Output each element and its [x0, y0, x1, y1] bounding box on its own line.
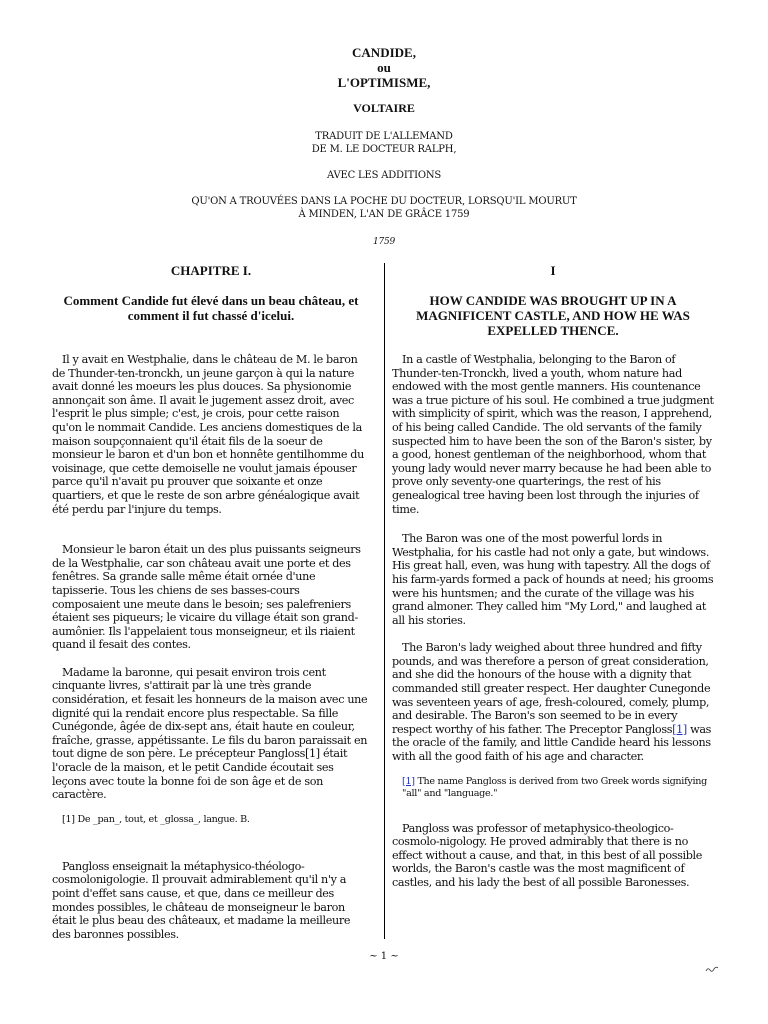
chapter-subtitle: Comment Candide fut élevé dans un beau château, et comment il fut chassé d'icelui.	[63, 293, 359, 323]
title-line: ou	[377, 60, 391, 75]
footnote-backlink[interactable]: [1]	[402, 775, 415, 787]
footnote: [1] De _pan_, tout, et _glossa_, langue. B.	[62, 813, 250, 825]
additions-note: AVEC LES ADDITIONS	[326, 170, 442, 181]
scan-mark-icon	[705, 965, 719, 975]
french-column	[52, 263, 370, 941]
page-number: ~ 1 ~	[369, 951, 399, 962]
title-line: CANDIDE,	[352, 45, 416, 60]
found-line: À MINDEN, L'AN DE GRÂCE 1759	[298, 209, 470, 220]
book-title	[0, 45, 768, 90]
paragraph: Il y avait en Westphalie, dans le château de M. le baron de Thunder-ten-tronckh, un jeune garçon à qui la nature avait donné les moeurs les plus douces. Sa physionomie annonçait son âme. Il avait le jugement assez droit, avec l'esprit le plus simple; c'est, je crois, pour cette raison qu'on le nommait Candide. Les anciens domestiques de la maison soupçonnaient qu'il était fils de la soeur de monsieur le baron et d'un bon et honnête gentilhomme du voisinage, que cette demoiselle ne voulut jamais épouser parce qu'il n'avait pu prouver que soixante et onze quartiers, et que le reste de son arbre généalogique avait été perdu par l'injure du temps.	[52, 353, 364, 516]
paragraph: Pangloss was professor of metaphysico-theologico-cosmolo-nigology. He proved admirably that there is no effect without a cause, and that, in this best of all possible worlds, the Baron's castle was the most magnificent of castles, and his lady the best of all possible Baronesses.	[392, 821, 703, 889]
paragraph: Madame la baronne, qui pesait environ trois cent cinquante livres, s'attirait par là une très grande considération, et fesait les honneurs de la maison avec une dignité qui la rendait encore plus respectable. Sa fille Cunégonde, âgée de dix-sept ans, était haute en couleur, fraîche, grasse, appétissante. Le fils du baron paraissait en tout digne de son père. Le précepteur Pangloss[1] était l'oracle de la maison, et le petit Candide écoutait ses leçons avec toute la bonne foi de son âge et de son caractère.	[52, 665, 368, 802]
found-note	[0, 195, 768, 221]
column-divider	[384, 263, 385, 939]
paragraph: Pangloss enseignait la métaphysico-théologo-cosmolonigologie. Il prouvait admirablement qu'il n'y a point d'effet sans cause, et que, dans ce meilleur des mondes possibles, le château de monseigneur le baron était le plus beau des châteaux, et madame la meilleure des baronnes possibles.	[52, 859, 351, 941]
chapter-heading: CHAPITRE I.	[170, 263, 252, 278]
translation-line: DE M. LE DOCTEUR RALPH,	[311, 144, 457, 155]
chapter-subtitle: HOW CANDIDE WAS BROUGHT UP IN A MAGNIFICENT CASTLE, AND HOW HE WAS EXPELLED THENCE.	[416, 293, 690, 338]
found-line: QU'ON A TROUVÉES DANS LA POCHE DU DOCTEUR, LORSQU'IL MOURUT	[191, 196, 577, 207]
paragraph-text: The Baron's lady weighed about three hundred and fifty pounds, and was therefore a person of great consideration, and she did the honours of the house with a dignity that commanded still greater respect. Her daughter Cunegonde was seventeen years of age, fresh-coloured, comely, plump, and desirable. The Baron's son seemed to be in every respect worthy of his father. The Preceptor Pangloss	[392, 641, 711, 736]
paragraph: Monsieur le baron était un des plus puissants seigneurs de la Westphalie, car son château avait une porte et des fenêtres. Sa grande salle même était ornée d'une tapisserie. Tous les chiens de ses basses-cours composaient une meute dans le besoin; ses palefreniers étaient ses piqueurs; le vicaire du village était son grand-aumônier. Ils l'appelaient tous monseigneur, et ils riaient quand il fesait des contes.	[52, 543, 361, 652]
publication-year: 1759	[372, 237, 396, 247]
footnote-link[interactable]: [1]	[672, 722, 687, 736]
paragraph: In a castle of Westphalia, belonging to the Baron of Thunder-ten-Tronckh, lived a youth, whom nature had endowed with the most gentle manners. His countenance was a true picture of his soul. He combined a true judgment with simplicity of spirit, which was the reason, I apprehend, of his being called Candide. The old servants of the family suspected him to have been the son of the Baron's sister, by a good, honest gentleman of the neighborhood, whom that young lady would never marry because he had been able to prove only seventy-one quarterings, the rest of his genealogical tree having been lost through the injuries of time.	[392, 353, 714, 516]
translation-note	[0, 130, 768, 156]
translation-line: TRADUIT DE L'ALLEMAND	[315, 131, 453, 142]
english-column	[392, 263, 714, 890]
paragraph-text: was the oracle of the family, and little Candide heard his lessons with all the good faith of his age and character.	[392, 722, 712, 764]
footnote	[392, 776, 714, 800]
chapter-heading: I	[550, 263, 556, 278]
paragraph	[392, 641, 714, 763]
footnote-text: The name Pangloss is derived from two Greek words signifying "all" and "language."	[402, 775, 707, 799]
author: VOLTAIRE	[353, 101, 415, 115]
title-line: L'OPTIMISME,	[337, 75, 431, 90]
paragraph: The Baron was one of the most powerful lords in Westphalia, for his castle had not only a gate, but windows. His great hall, even, was hung with tapestry. All the dogs of his farm-yards formed a pack of hounds at need; his grooms were his huntsmen; and the curate of the village was his grand almoner. They called him "My Lord," and laughed at all his stories.	[392, 532, 714, 627]
